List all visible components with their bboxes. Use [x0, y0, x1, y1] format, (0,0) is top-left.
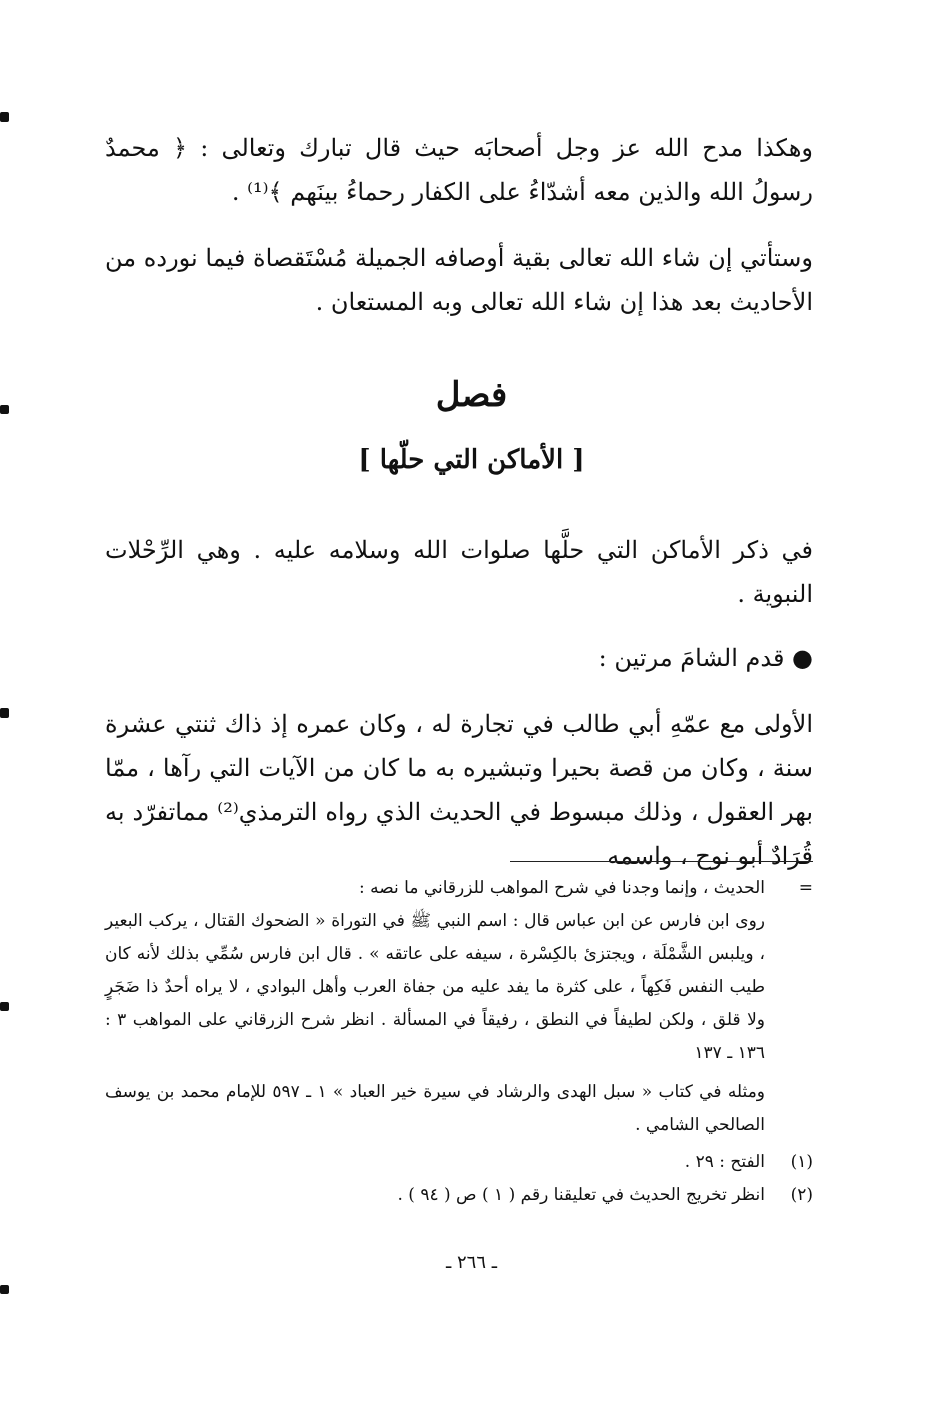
- footnote-text: ومثله في كتاب « سبل الهدى والرشاد في سيرة خير العباد » ١ ـ ٥٩٧ للإمام محمد بن يوسف الصالحي الشامي .: [105, 1082, 766, 1135]
- footnote-continued: [105, 905, 813, 1070]
- footnote-1: [105, 1146, 813, 1179]
- footnote-separator: [510, 861, 813, 862]
- footnotes: [105, 872, 813, 1212]
- paragraph-remaining-attributes: وستأتي إن شاء الله تعالى بقية أوصافه الجميلة مُسْتَقصاة فيما نورده من الأحاديث بعد هذا إن شاء الله تعالى وبه المستعان .: [105, 244, 813, 316]
- footnote-marker: =: [798, 878, 813, 898]
- footnote-continued: [105, 872, 813, 905]
- scan-edge-mark: [0, 708, 9, 718]
- paragraph-praise-companions: وهكذا مدح الله عز وجل أصحابَه حيث قال تبارك وتعالى : ﴿ محمدٌ رسولُ الله والذين معه أشدّاءُ على الكفار رحماءُ بينَهم ﴾⁽¹⁾ .: [105, 134, 813, 206]
- page-number: ـ ٢٦٦ ـ: [445, 1252, 497, 1273]
- footnote-marker: (١): [790, 1152, 813, 1172]
- footnote-continued: [105, 1076, 813, 1142]
- footnote-text: الحديث ، وإنما وجدنا في شرح المواهب للزرقاني ما نصه :: [359, 878, 765, 898]
- footnote-text: الفتح : ٢٩ .: [684, 1152, 765, 1172]
- footnote-2: [105, 1179, 813, 1212]
- section-title: فصل: [435, 375, 508, 415]
- paragraph-places-intro: في ذكر الأماكن التي حلَّها صلوات الله وسلامه عليه . وهي الرِّحْلات النبوية .: [105, 536, 813, 608]
- scan-edge-mark: [0, 112, 9, 122]
- footnote-text: انظر تخريج الحديث في تعليقنا رقم ( ١ ) ص ( ٩٤ ) .: [397, 1185, 765, 1205]
- footnote-marker: (٢): [790, 1185, 813, 1205]
- scan-edge-mark: [0, 1002, 9, 1011]
- footnote-text: روى ابن فارس عن ابن عباس قال : اسم النبي ﷺ في التوراة « الضحوك القتال ، يركب البعير ، ويلبس الشَّمْلَة ، ويجتزئ بالكِسْرة ، سيفه على عاتقه » . قال ابن فارس سُمِّي بذلك لأنه كان طيب النفس فَكِهاً ، على كثرة ما يفد عليه من جفاة العرب وأهل البوادي ، لا يراه أحدٌ ذا ضَجَرٍ ولا قلق ، ولكن لطيفاً في النطق ، رفيقاً في المسألة . انظر شرح الزرقاني على المواهب ٣ : ١٣٦ ـ ١٣٧: [105, 911, 765, 1063]
- bullet-visited-sham: ● قدم الشامَ مرتين :: [598, 644, 813, 672]
- section-subtitle: [ الأماكن التي حلّها ]: [358, 445, 585, 475]
- scan-edge-mark: [0, 1285, 9, 1294]
- paragraph-first-journey: الأولى مع عمّهِ أبي طالب في تجارة له ، وكان عمره إذ ذاك ثنتي عشرة سنة ، وكان من قصة بحيرا وتبشيره به ما كان من الآيات التي رآها ، ممّا بهر العقول ، وذلك مبسوط في الحديث الذي رواه الترمذي⁽²⁾ مماتفرّد به قُرَادٌ أبو نوح ، واسمه: [105, 710, 813, 870]
